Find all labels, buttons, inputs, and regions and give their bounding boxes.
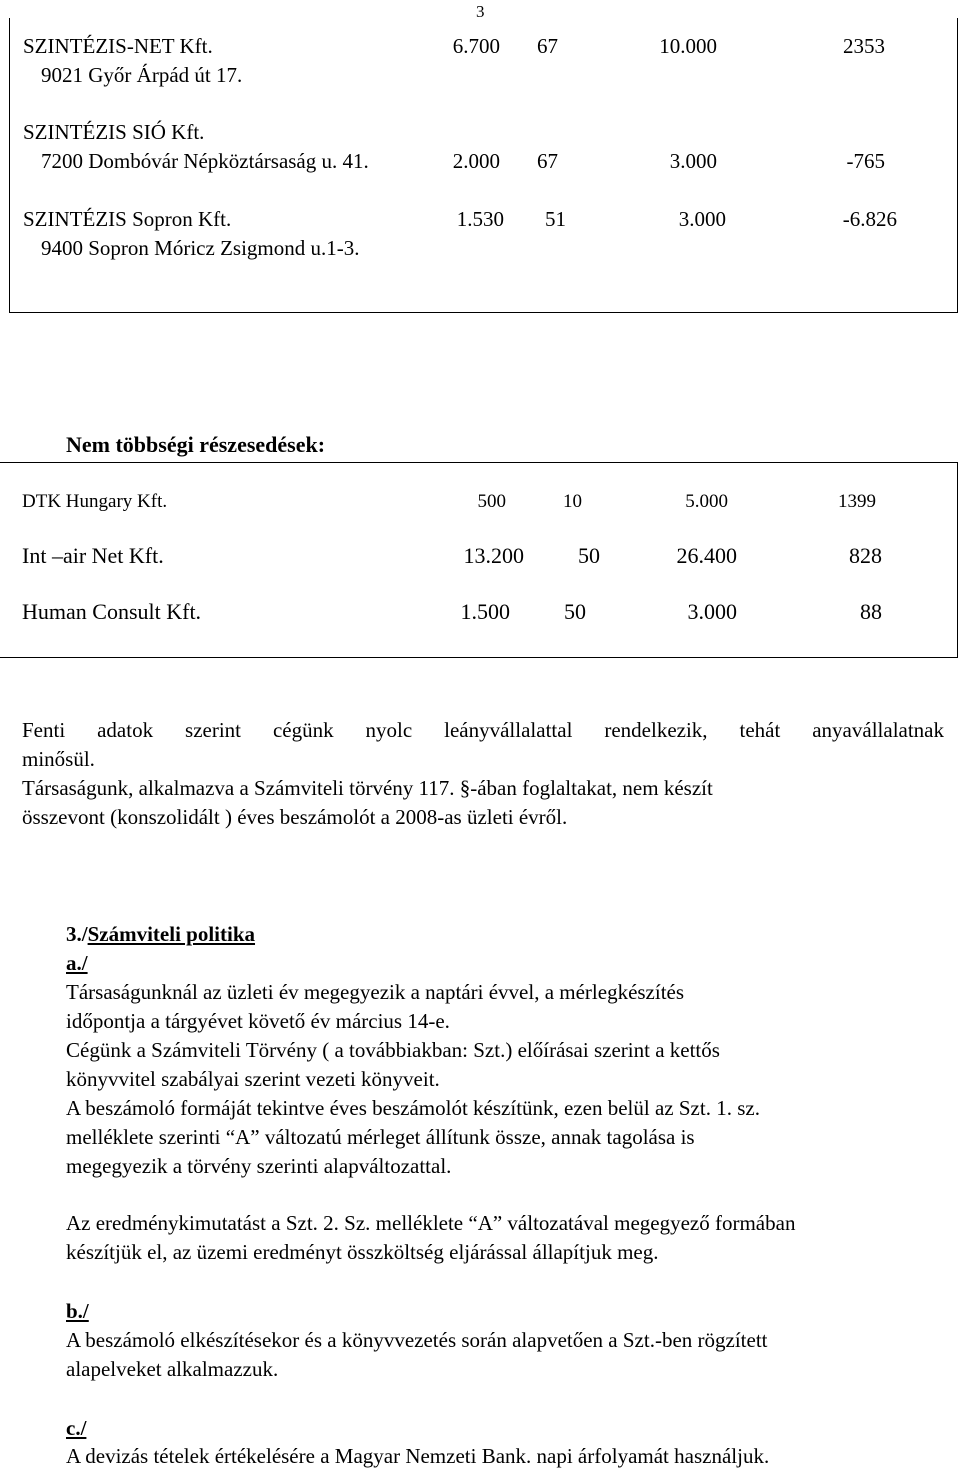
value-2: 50 — [578, 543, 600, 568]
company-name: DTK Hungary Kft. — [22, 491, 168, 512]
value-2: 67 — [537, 149, 558, 173]
value-1: 500 — [477, 491, 506, 512]
value-4: 2353 — [843, 34, 885, 58]
section-b-line: alapelveket alkalmazzuk. — [66, 1357, 279, 1381]
summary-line: minősül. — [22, 747, 95, 771]
section-b-line: A beszámoló elkészítésekor és a könyvvezetés során alapvetően a Szt.-ben rögzített — [66, 1328, 768, 1352]
section-a-line: A beszámoló formáját tekintve éves beszámolót készítünk, ezen belül az Szt. 1. sz. — [66, 1096, 760, 1120]
section-a-label: a./ — [66, 951, 88, 975]
page-number: 3 — [476, 2, 485, 21]
summary-line: Fenti adatok szerint cégünk nyolc leányvállalattal rendelkezik, tehát anyavállalatnak — [22, 718, 944, 742]
value-3: 3.000 — [678, 207, 726, 231]
value-1: 6.700 — [452, 34, 500, 58]
value-2: 67 — [537, 34, 558, 58]
value-2: 50 — [564, 599, 586, 624]
value-4: 1399 — [838, 491, 876, 512]
value-4: -765 — [846, 149, 885, 173]
value-3: 5.000 — [685, 491, 728, 512]
value-1: 1.530 — [456, 207, 504, 231]
company-name: Int –air Net Kft. — [22, 543, 164, 568]
section-a-line: Cégünk a Számviteli Törvény ( a továbbiakban: Szt.) előírásai szerint a kettős — [66, 1038, 720, 1062]
value-4: -6.826 — [842, 207, 897, 231]
value-4: 88 — [860, 599, 882, 624]
summary-paragraph — [22, 716, 944, 832]
section-a-body-2 — [66, 1209, 946, 1267]
section-a-line: készítjük el, az üzemi eredményt összköltség eljárással állapítjuk meg. — [66, 1240, 659, 1264]
section-a-line: időpontja a tárgyévet követő év március 14-e. — [66, 1009, 450, 1033]
value-4: 828 — [849, 543, 882, 568]
summary-line: összevont (konszolidált ) éves beszámolót a 2008-as üzleti évről. — [22, 805, 568, 829]
section-a-line: megegyezik a törvény szerinti alapváltozattal. — [66, 1154, 452, 1178]
section-a-line: Társaságunknál az üzleti év megegyezik a naptári évvel, a mérlegkészítés — [66, 980, 685, 1004]
section-b-body — [66, 1326, 946, 1384]
value-1: 13.200 — [463, 543, 524, 568]
value-3: 10.000 — [659, 34, 717, 58]
value-3: 3.000 — [687, 599, 737, 624]
value-1: 2.000 — [452, 149, 500, 173]
section-a-body — [66, 978, 946, 1181]
value-1: 1.500 — [460, 599, 510, 624]
value-2: 10 — [563, 491, 582, 512]
policy-heading-number: 3./ — [66, 922, 88, 946]
policy-heading — [66, 920, 946, 949]
value-2: 51 — [545, 207, 566, 231]
company-address: 9400 Sopron Móricz Zsigmond u.1-3. — [41, 236, 360, 260]
company-address: 7200 Dombóvár Népköztársaság u. 41. — [41, 149, 369, 173]
company-name: Human Consult Kft. — [22, 599, 202, 624]
section-a-line: Az eredménykimutatást a Szt. 2. Sz. melléklete “A” változatával megegyező formában — [66, 1211, 796, 1235]
summary-line: Társaságunk, alkalmazva a Számviteli törvény 117. §-ában foglaltakat, nem készít — [22, 776, 713, 800]
section-a-line: melléklete szerinti “A” változatú mérleget állítunk össze, annak tagolása is — [66, 1125, 695, 1149]
section-c-label: c./ — [66, 1416, 87, 1440]
value-3: 26.400 — [676, 543, 737, 568]
company-address: 9021 Győr Árpád út 17. — [41, 63, 243, 87]
value-3: 3.000 — [669, 149, 717, 173]
minority-heading: Nem többségi részesedések: — [66, 432, 326, 457]
section-b-label: b./ — [66, 1299, 89, 1323]
section-a-line: könyvvitel szabályai szerint vezeti könyveit. — [66, 1067, 440, 1091]
company-name: SZINTÉZIS Sopron Kft. — [23, 207, 232, 231]
policy-heading-text: Számviteli politika — [87, 922, 256, 946]
company-name: SZINTÉZIS SIÓ Kft. — [23, 120, 205, 144]
section-c-body — [66, 1442, 946, 1471]
section-c-line: A devizás tételek értékelésére a Magyar Nemzeti Bank. napi árfolyamát használjuk. — [66, 1444, 770, 1468]
company-name: SZINTÉZIS-NET Kft. — [23, 34, 213, 58]
